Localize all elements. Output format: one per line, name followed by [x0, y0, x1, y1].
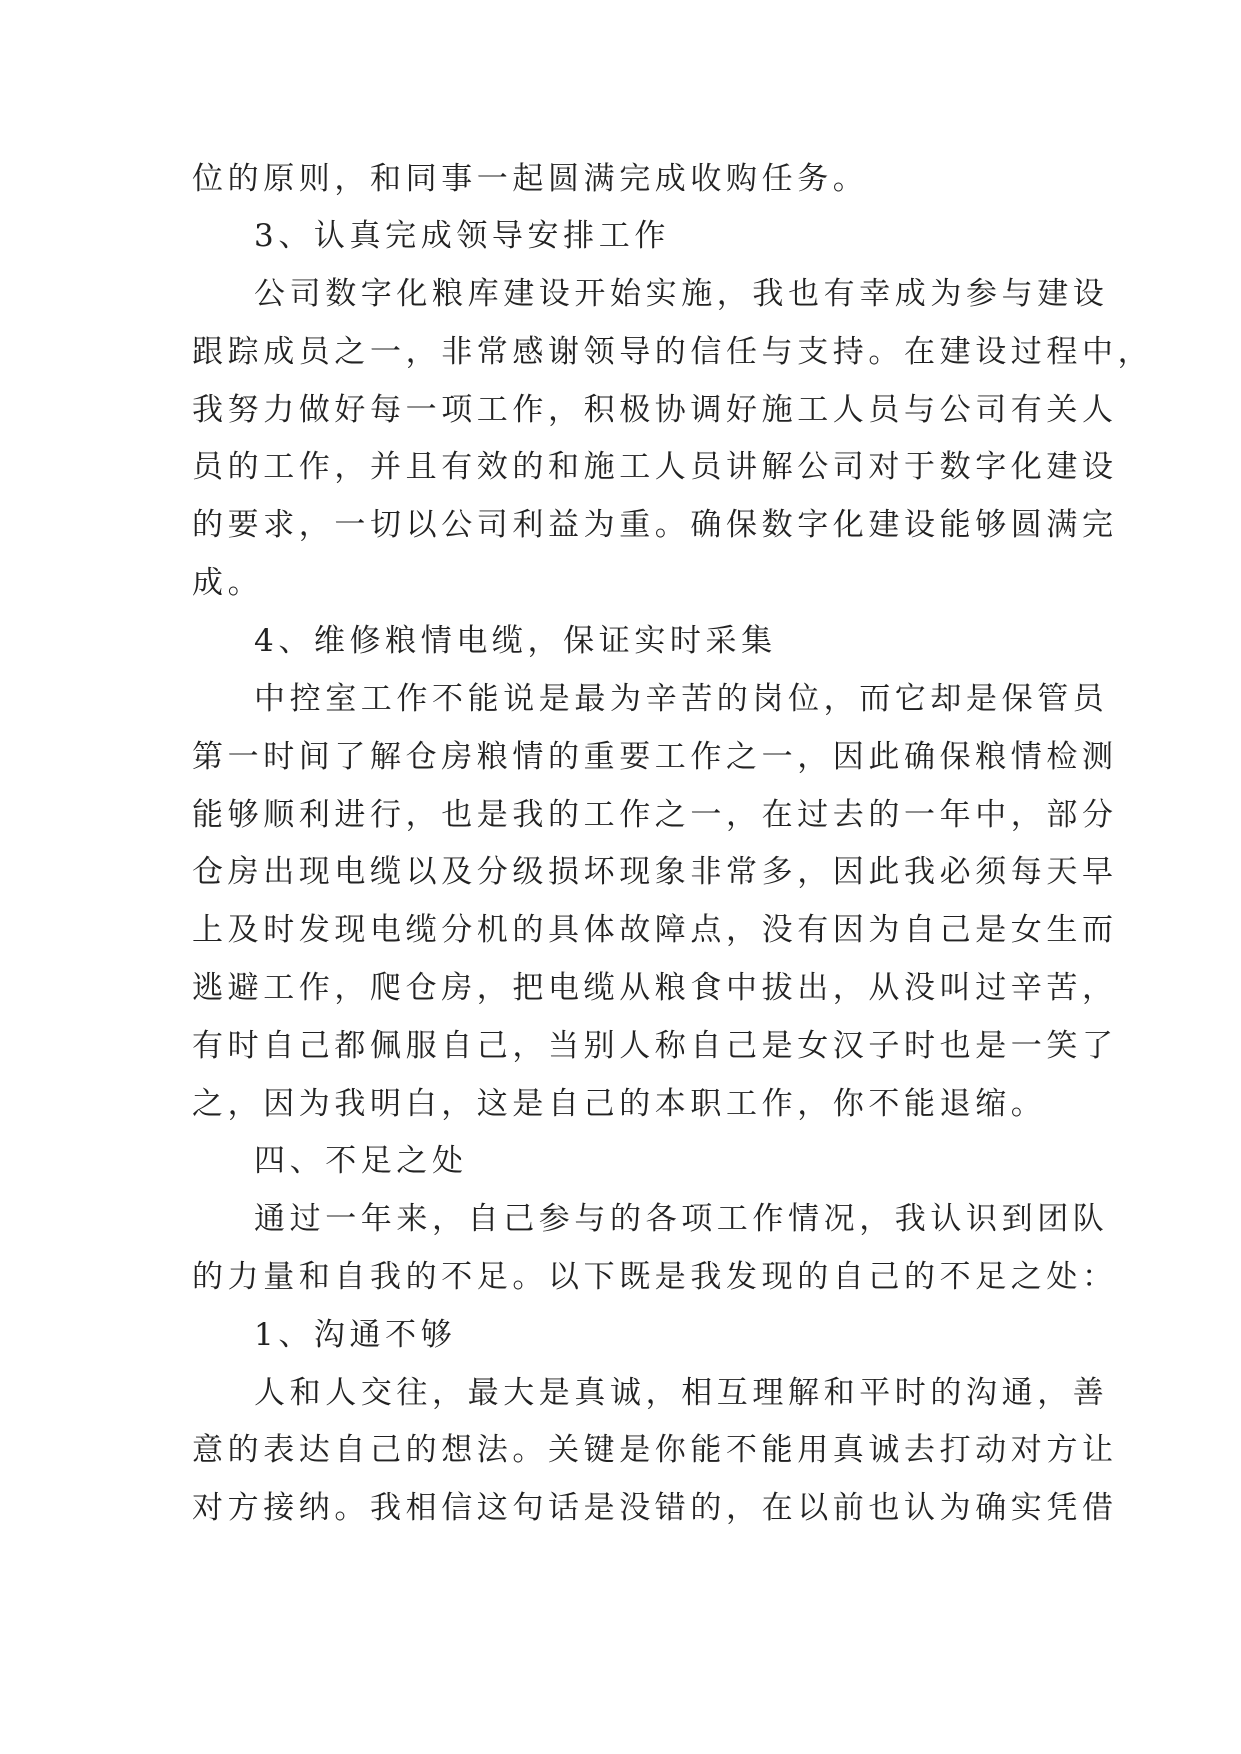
text-line: 成。 — [192, 565, 264, 601]
text-line: 有时自己都佩服自己，当别人称自己是女汉子时也是一笑了 — [192, 1028, 1118, 1064]
text-line: 员的工作，并且有效的和施工人员讲解公司对于数字化建设 — [192, 449, 1118, 485]
text-line: 逃避工作，爬仓房，把电缆从粮食中拔出，从没叫过辛苦， — [192, 970, 1118, 1006]
text-line: 对方接纳。我相信这句话是没错的，在以前也认为确实凭借 — [192, 1490, 1118, 1526]
text-line: 上及时发现电缆分机的具体故障点，没有因为自己是女生而 — [192, 912, 1118, 948]
section-heading: 1、沟通不够 — [254, 1317, 457, 1353]
text-line: 之，因为我明白，这是自己的本职工作，你不能退缩。 — [192, 1086, 1047, 1122]
text-line: 通过一年来，自己参与的各项工作情况，我认识到团队 — [254, 1201, 1109, 1237]
text-line: 跟踪成员之一，非常感谢领导的信任与支持。在建设过程中， — [192, 334, 1154, 370]
text-line: 公司数字化粮库建设开始实施，我也有幸成为参与建设 — [254, 276, 1109, 312]
text-line: 位的原则，和同事一起圆满完成收购任务。 — [192, 161, 869, 197]
text-line: 我努力做好每一项工作，积极协调好施工人员与公司有关人 — [192, 392, 1118, 428]
text-line: 中控室工作不能说是最为辛苦的岗位，而它却是保管员 — [254, 681, 1109, 717]
text-line: 第一时间了解仓房粮情的重要工作之一，因此确保粮情检测 — [192, 739, 1118, 775]
text-line: 意的表达自己的想法。关键是你能不能用真诚去打动对方让 — [192, 1432, 1118, 1468]
text-line: 的力量和自我的不足。以下既是我发现的自己的不足之处： — [192, 1259, 1118, 1295]
section-heading: 4、维修粮情电缆，保证实时采集 — [254, 623, 777, 659]
text-line: 仓房出现电缆以及分级损坏现象非常多，因此我必须每天早 — [192, 854, 1118, 890]
text-line: 的要求，一切以公司利益为重。确保数字化建设能够圆满完 — [192, 507, 1118, 543]
section-heading: 四、不足之处 — [254, 1143, 468, 1179]
section-heading: 3、认真完成领导安排工作 — [254, 218, 670, 254]
text-line: 人和人交往，最大是真诚，相互理解和平时的沟通，善 — [254, 1375, 1109, 1411]
text-line: 能够顺利进行，也是我的工作之一，在过去的一年中，部分 — [192, 797, 1118, 833]
